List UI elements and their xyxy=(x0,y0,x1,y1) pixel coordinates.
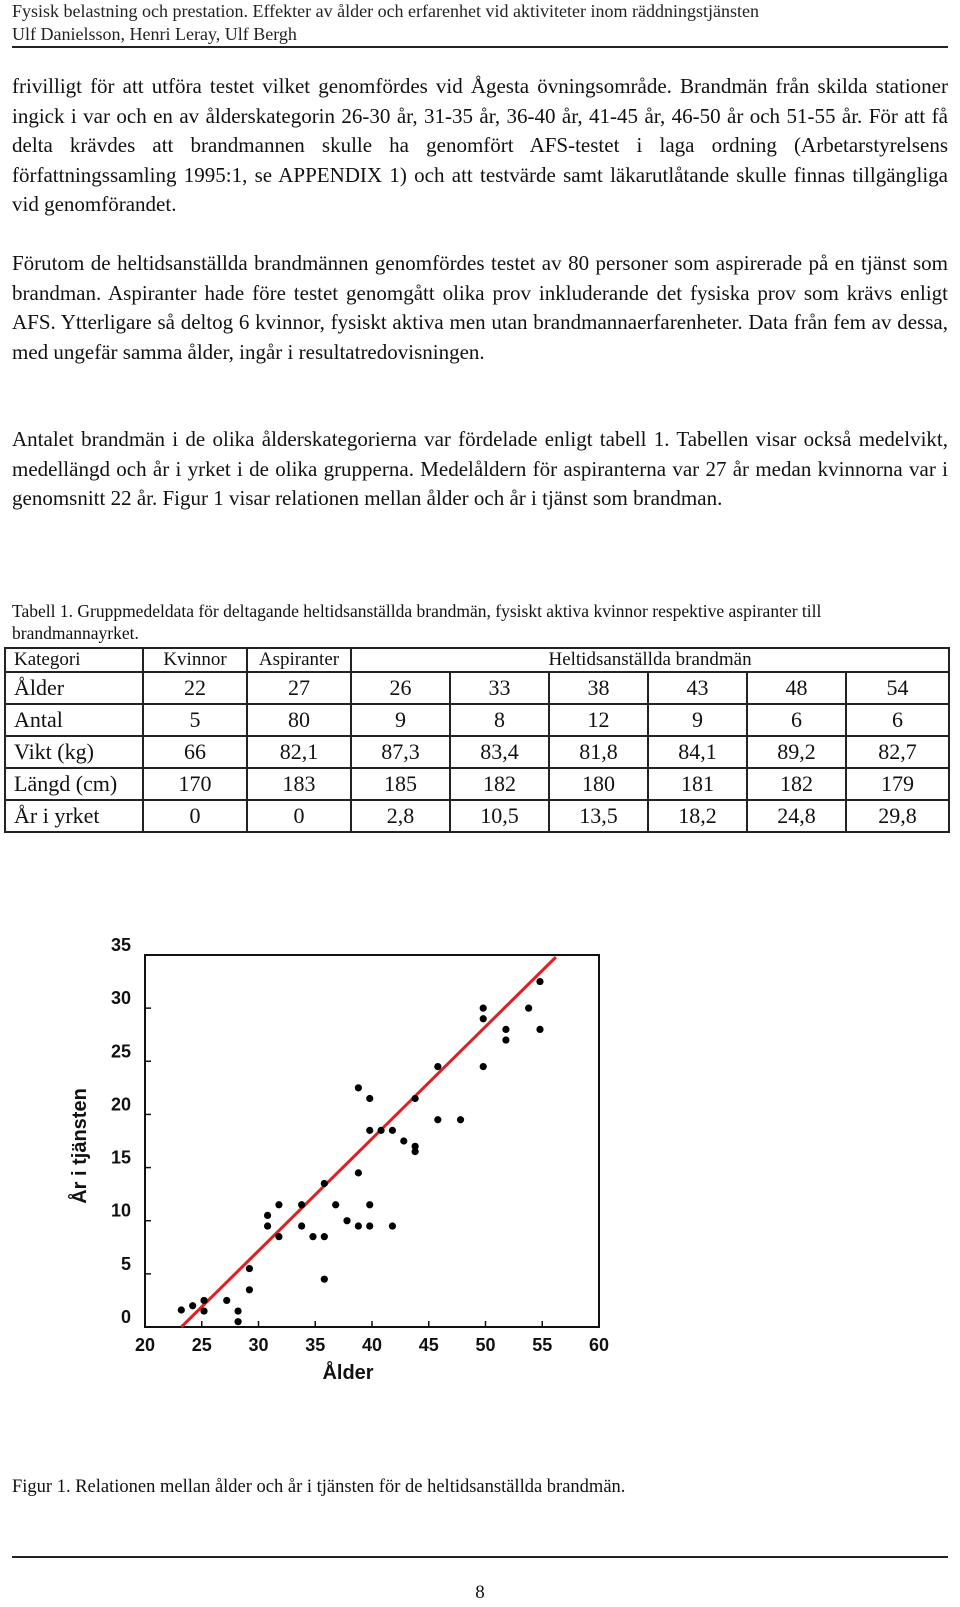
x-tick-label: 35 xyxy=(305,1335,326,1355)
data-point xyxy=(332,1201,339,1208)
x-tick-label: 25 xyxy=(191,1335,212,1355)
table-cell: 26 xyxy=(351,672,450,704)
header-aspiranter: Aspiranter xyxy=(247,648,351,672)
data-point xyxy=(275,1233,282,1240)
x-tick-label: 30 xyxy=(248,1335,269,1355)
table-cell: 54 xyxy=(846,672,949,704)
data-point xyxy=(246,1286,253,1293)
data-point xyxy=(377,1127,384,1134)
x-axis-label: Ålder xyxy=(322,1362,374,1384)
table-row xyxy=(5,704,949,736)
y-tick-label: 5 xyxy=(120,1253,131,1274)
data-point xyxy=(502,1036,509,1043)
data-point xyxy=(389,1127,396,1134)
table-row xyxy=(5,768,949,800)
header-heltidsanstallda: Heltidsanställda brandmän xyxy=(351,648,949,672)
x-tick-label: 20 xyxy=(134,1335,156,1355)
paragraph-2: Förutom de heltidsanställda brandmännen genomfördes testet av 80 personer som aspirerade på en tjänst som brandman. Aspiranter hade före testet genomgått olika prov inkluderande det fysiska prov som krävs enligt AFS. Ytterligare så deltog 6 kvinnor, fysiskt aktiva men utan brandmannaerfarenheter. Data från fem av dessa, med ungefär samma ålder, ingår i resultatredovisningen. xyxy=(12,251,948,364)
table-cell: 29,8 xyxy=(846,800,949,832)
data-point xyxy=(321,1180,328,1187)
data-point xyxy=(321,1233,328,1240)
table-cell: 27 xyxy=(247,672,351,704)
header-authors: Ulf Danielsson, Henri Leray, Ulf Bergh xyxy=(12,24,297,44)
data-point xyxy=(321,1276,328,1283)
table-cell: 9 xyxy=(648,704,747,736)
data-point xyxy=(366,1127,373,1134)
page-header xyxy=(12,0,948,46)
table-caption: Tabell 1. Gruppmedeldata för deltagande heltidsanställda brandmän, fysiskt aktiva kvinnor respektive aspiranter till brandmannayrket. xyxy=(12,601,822,643)
data-point xyxy=(536,1026,543,1033)
data-point xyxy=(275,1201,282,1208)
data-point xyxy=(355,1169,362,1176)
data-point xyxy=(264,1212,271,1219)
table-cell: 80 xyxy=(247,704,351,736)
data-point xyxy=(434,1116,441,1123)
paragraph-1: frivilligt för att utföra testet vilket genomfördes vid Ågesta övningsområde. Brandmän från skilda stationer ingick i var och en av ålderskategorin 26-30 år, 31-35 år, 36-40 år, 41-45 år, 46-50 år och 51-55 år. För att få delta krävdes att brandmannen skulle ha genomfört AFS-testet i laga ordning (Arbetarstyrelsens författningssamling 1995:1, se APPENDIX 1) och att testvärde samt läkarutlåtande skulle finnas tillgängliga vid genomförandet. xyxy=(12,74,948,216)
data-point xyxy=(246,1265,253,1272)
table-cell: 170 xyxy=(143,768,247,800)
table-cell: 182 xyxy=(747,768,846,800)
table-cell: 180 xyxy=(549,768,648,800)
scatter-chart xyxy=(60,935,620,1405)
data-point xyxy=(525,1005,532,1012)
table-cell: 82,1 xyxy=(247,736,351,768)
data-point xyxy=(480,1015,487,1022)
row-label: Ålder xyxy=(5,672,143,704)
table-cell: 89,2 xyxy=(747,736,846,768)
table-cell: 0 xyxy=(247,800,351,832)
x-tick-label: 45 xyxy=(418,1335,439,1355)
header-kategori: Kategori xyxy=(5,648,143,672)
table-cell: 83,4 xyxy=(450,736,549,768)
data-point xyxy=(189,1302,196,1309)
row-label: Längd (cm) xyxy=(5,768,143,800)
group-data-table xyxy=(4,647,950,833)
data-point xyxy=(343,1217,350,1224)
data-point xyxy=(480,1063,487,1070)
data-point xyxy=(366,1095,373,1102)
data-point xyxy=(264,1222,271,1229)
y-tick-label: 30 xyxy=(110,988,131,1009)
row-label: Vikt (kg) xyxy=(5,736,143,768)
table-cell: 10,5 xyxy=(450,800,549,832)
table-cell: 38 xyxy=(549,672,648,704)
y-tick-label: 15 xyxy=(110,1147,131,1168)
data-point xyxy=(298,1222,305,1229)
table-cell: 18,2 xyxy=(648,800,747,832)
table-cell: 66 xyxy=(143,736,247,768)
data-point xyxy=(412,1148,419,1155)
y-tick-label: 25 xyxy=(110,1041,131,1062)
data-point xyxy=(234,1307,241,1314)
table-cell: 12 xyxy=(549,704,648,736)
y-tick-label: 20 xyxy=(110,1094,131,1115)
header-title: Fysisk belastning och prestation. Effekter av ålder och erfarenhet vid aktiviteter inom räddningstjänsten xyxy=(12,1,759,21)
table-cell: 179 xyxy=(846,768,949,800)
regression-line xyxy=(181,957,556,1327)
x-tick-label: 60 xyxy=(588,1335,610,1355)
y-axis-label: År i tjänsten xyxy=(69,1088,91,1204)
data-point xyxy=(200,1307,207,1314)
table-cell: 84,1 xyxy=(648,736,747,768)
table-cell: 6 xyxy=(846,704,949,736)
header-divider xyxy=(12,46,948,48)
y-tick-label: 35 xyxy=(110,935,131,955)
page-number: 8 xyxy=(475,1582,485,1603)
header-kvinnor: Kvinnor xyxy=(143,648,247,672)
table-cell: 5 xyxy=(143,704,247,736)
data-point xyxy=(480,1005,487,1012)
x-tick-label: 55 xyxy=(532,1335,553,1355)
table-header-row xyxy=(5,648,949,672)
table-cell: 82,7 xyxy=(846,736,949,768)
y-tick-label: 0 xyxy=(120,1307,131,1327)
x-tick-label: 50 xyxy=(475,1335,496,1355)
table-cell: 81,8 xyxy=(549,736,648,768)
data-point xyxy=(502,1026,509,1033)
data-point xyxy=(178,1306,185,1313)
table-row xyxy=(5,672,949,704)
table-cell: 22 xyxy=(143,672,247,704)
table-cell: 87,3 xyxy=(351,736,450,768)
table-cell: 182 xyxy=(450,768,549,800)
table-cell: 43 xyxy=(648,672,747,704)
table-cell: 2,8 xyxy=(351,800,450,832)
row-label: År i yrket xyxy=(5,800,143,832)
table-cell: 185 xyxy=(351,768,450,800)
data-point xyxy=(298,1201,305,1208)
table-cell: 8 xyxy=(450,704,549,736)
table-cell: 181 xyxy=(648,768,747,800)
data-point xyxy=(355,1084,362,1091)
data-point xyxy=(309,1233,316,1240)
table-cell: 0 xyxy=(143,800,247,832)
data-point xyxy=(200,1297,207,1304)
table-row xyxy=(5,800,949,832)
footer-divider xyxy=(12,1556,948,1558)
figure-caption: Figur 1. Relationen mellan ålder och år i tjänsten för de heltidsanställda brandmän. xyxy=(12,1477,626,1497)
table-row xyxy=(5,736,949,768)
data-point xyxy=(434,1063,441,1070)
y-tick-label: 10 xyxy=(110,1200,131,1221)
data-point xyxy=(223,1297,230,1304)
data-point xyxy=(457,1116,464,1123)
data-point xyxy=(366,1201,373,1208)
data-point xyxy=(389,1222,396,1229)
data-point xyxy=(366,1222,373,1229)
paragraph-3: Antalet brandmän i de olika ålderskategorierna var fördelade enligt tabell 1. Tabellen visar också medelvikt, medellängd och år i yrket i de olika grupperna. Medelåldern för aspiranterna var 27 år medan kvinnorna var i genomsnitt 22 år. Figur 1 visar relationen mellan ålder och år i tjänst som brandman. xyxy=(12,427,948,510)
x-tick-label: 40 xyxy=(361,1335,383,1355)
table-cell: 24,8 xyxy=(747,800,846,832)
table-cell: 183 xyxy=(247,768,351,800)
data-point xyxy=(412,1095,419,1102)
data-point xyxy=(355,1222,362,1229)
table-cell: 9 xyxy=(351,704,450,736)
data-point xyxy=(234,1318,241,1325)
table-cell: 13,5 xyxy=(549,800,648,832)
data-point xyxy=(400,1137,407,1144)
table-cell: 6 xyxy=(747,704,846,736)
table-cell: 33 xyxy=(450,672,549,704)
row-label: Antal xyxy=(5,704,143,736)
table-cell: 48 xyxy=(747,672,846,704)
data-point xyxy=(536,978,543,985)
